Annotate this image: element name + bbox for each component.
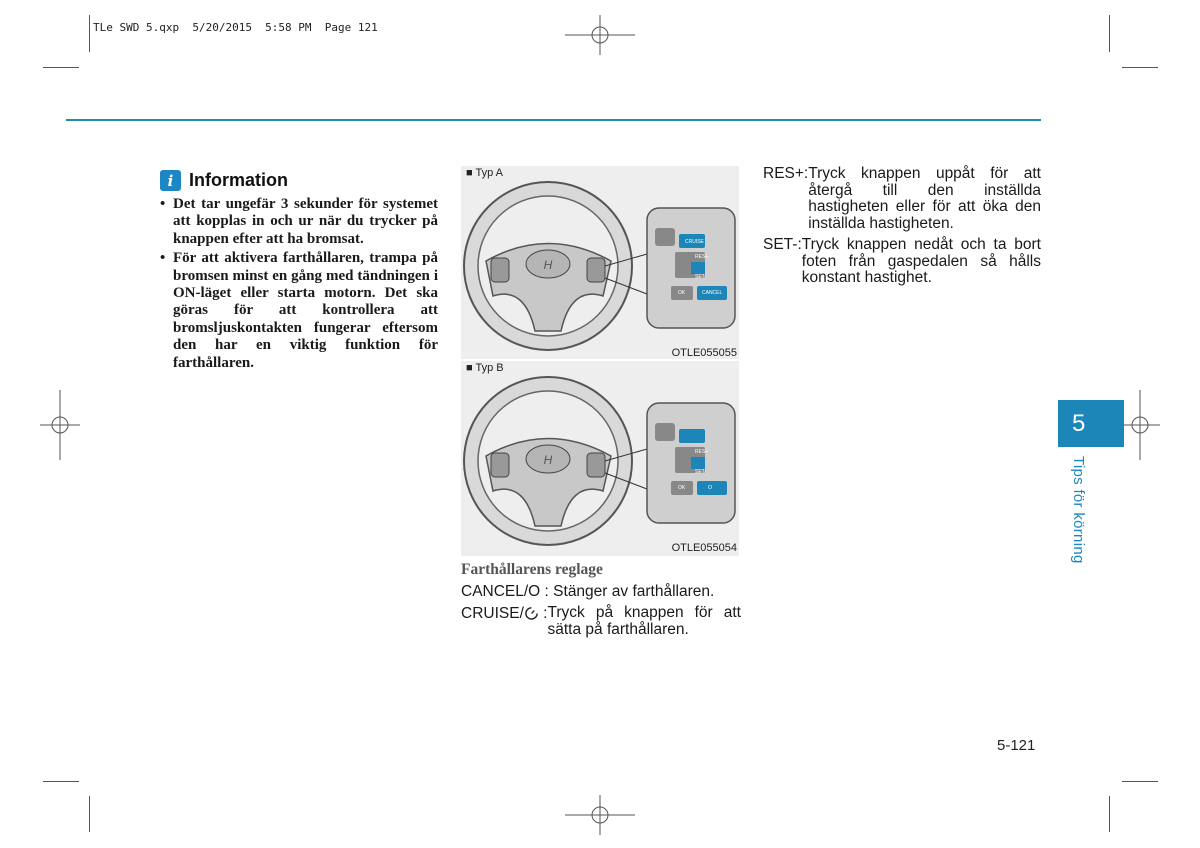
info-icon: i <box>160 170 181 191</box>
registration-mark-right <box>1120 390 1160 460</box>
svg-text:H: H <box>543 258 553 272</box>
cancel-button-label: CANCEL <box>702 290 723 296</box>
cruise-colon: : <box>538 605 548 622</box>
crop-mark <box>1109 796 1110 832</box>
crop-mark <box>1109 15 1110 52</box>
cancel-button-label: O <box>708 485 712 491</box>
ok-button-label: OK <box>678 485 686 491</box>
crop-mark <box>43 781 79 782</box>
figure-type-b <box>461 361 739 556</box>
caption-title: Farthållarens reglage <box>461 561 603 578</box>
print-header: TLe SWD 5.qxp 5/20/2015 5:58 PM Page 121 <box>93 21 378 34</box>
cruise-button-label: CRUISE <box>685 239 704 245</box>
ok-button-label: OK <box>678 290 686 296</box>
figure-code: OTLE055055 <box>671 347 737 359</box>
information-item: • Det tar ungefär 3 sekunder för systemet att kopplas in och ur när du trycker på knappen efter att ha bromsat. <box>158 196 438 248</box>
cancel-desc: Stänger av farthållaren. <box>553 583 715 600</box>
figure-label: ■ Typ B <box>466 362 504 374</box>
set-definition <box>763 237 1041 287</box>
res-button-label: RES+ <box>695 449 709 455</box>
steering-wheel-illustration <box>461 361 739 556</box>
crop-mark <box>1122 781 1158 782</box>
cruise-term: CRUISE/ <box>461 605 524 622</box>
registration-mark-top <box>565 15 635 55</box>
set-desc: Tryck knappen nedåt och ta bort foten från gaspedalen så hålls konstant hastighet. <box>801 236 1041 286</box>
svg-text:H: H <box>543 453 553 467</box>
cancel-term: CANCEL/O : <box>461 583 554 600</box>
figure-label: ■ Typ A <box>466 167 504 179</box>
information-list <box>158 196 438 374</box>
set-term: SET-: <box>763 236 802 253</box>
cruise-term-wrap <box>461 605 548 638</box>
page-number: 5-121 <box>997 737 1036 754</box>
steering-wheel-illustration <box>461 166 739 359</box>
chapter-tab: 5 <box>1058 400 1124 447</box>
crop-mark <box>1122 67 1158 68</box>
cruise-speedometer-icon <box>524 605 539 620</box>
information-heading <box>160 170 288 191</box>
res-term: RES+: <box>763 165 809 182</box>
set-button-label: SET- <box>695 469 707 475</box>
registration-mark-left <box>40 390 80 460</box>
res-button-label: RES+ <box>695 254 709 260</box>
registration-mark-bottom <box>565 795 635 835</box>
res-desc: Tryck knappen uppåt för att återgå till den inställda hastigheten eller för att öka den inställda hastigheten. <box>808 165 1041 232</box>
chapter-title: Tips för körning <box>1070 456 1087 564</box>
caption-cruise <box>461 605 741 638</box>
crop-mark <box>89 796 90 832</box>
header-rule <box>66 119 1041 121</box>
caption-cancel <box>461 584 741 601</box>
cruise-desc: Tryck på knappen för att sätta på farthållaren. <box>547 604 741 638</box>
crop-mark <box>43 67 79 68</box>
set-button-label: SET- <box>695 274 707 280</box>
crop-mark <box>89 15 90 52</box>
res-definition <box>763 166 1041 232</box>
figure-type-a <box>461 166 739 359</box>
figure-code: OTLE055054 <box>671 542 737 554</box>
information-title: Information <box>189 170 288 190</box>
information-item: • För att aktivera farthållaren, trampa på bromsen minst en gång med tändningen i ON-läget eller starta motorn. Det ska göras för att kontrollera att bromsljuskontakten fungerar eftersom den har en viktig funktion för farthållaren. <box>158 250 438 372</box>
